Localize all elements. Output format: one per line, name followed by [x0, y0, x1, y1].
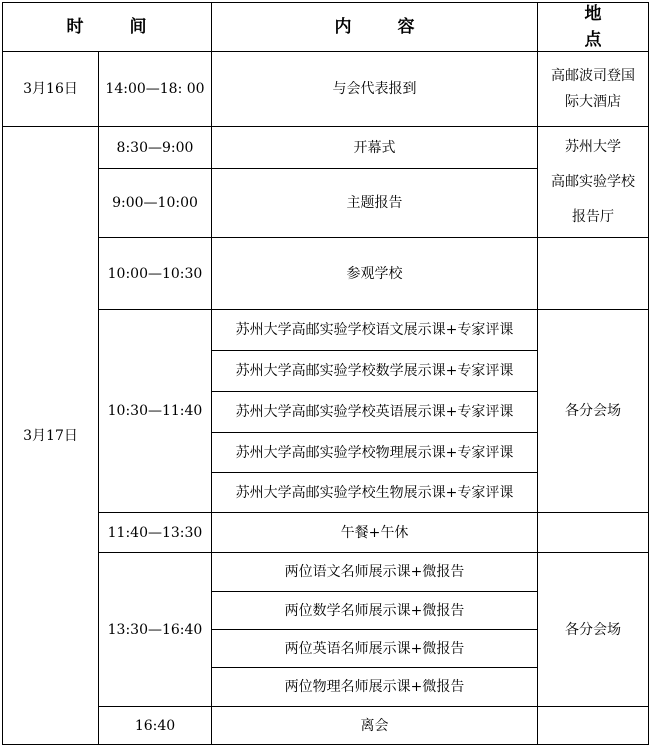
place-cell: 各分会场 — [565, 403, 621, 419]
content-cell: 与会代表报到 — [332, 81, 417, 97]
date-cell: 3月17日 — [23, 427, 78, 444]
session-item: 两位英语名师展示课+微报告 — [284, 640, 465, 657]
time-cell: 9:00—10:00 — [112, 195, 198, 211]
header-content: 内 容 — [334, 17, 435, 37]
border-bottom — [2, 744, 649, 745]
place-line: 报告厅 — [572, 208, 614, 225]
time-cell: 11:40—13:30 — [107, 524, 203, 541]
place-line: 苏州大学 — [565, 138, 621, 155]
border-right — [648, 2, 649, 745]
place-cell — [538, 52, 648, 126]
header-time: 时 间 — [66, 17, 167, 37]
time-cell: 10:30—11:40 — [107, 403, 203, 419]
content-cell: 开幕式 — [353, 139, 396, 156]
session-item: 苏州大学高邮实验学校物理展示课+专家评课 — [235, 444, 514, 461]
time-cell: 14:00—18: 00 — [105, 81, 205, 97]
date-cell: 3月16日 — [23, 81, 78, 97]
session-item: 苏州大学高邮实验学校语文展示课+专家评课 — [235, 322, 514, 338]
session-item: 两位物理名师展示课+微报告 — [284, 679, 465, 695]
session-item: 苏州大学高邮实验学校英语展示课+专家评课 — [235, 404, 514, 420]
place-line: 际大酒店 — [565, 94, 621, 110]
place-cell — [538, 127, 648, 237]
place-line: 高邮实验学校 — [551, 173, 635, 190]
content-cell: 离会 — [360, 717, 389, 734]
session-item: 两位语文名师展示课+微报告 — [284, 564, 465, 580]
session-item: 苏州大学高邮实验学校数学展示课+专家评课 — [235, 363, 514, 379]
time-cell: 13:30—16:40 — [107, 621, 203, 638]
time-cell: 8:30—9:00 — [116, 139, 194, 156]
time-cell: 16:40 — [134, 717, 176, 734]
time-cell: 10:00—10:30 — [107, 265, 203, 282]
header-place: 地 点 — [584, 4, 622, 50]
content-cell: 参观学校 — [346, 265, 403, 282]
session-item: 苏州大学高邮实验学校生物展示课+专家评课 — [235, 484, 514, 501]
content-cell: 午餐+午休 — [340, 524, 409, 541]
schedule-table — [2, 2, 649, 745]
content-cell: 主题报告 — [346, 195, 403, 211]
session-item: 两位数学名师展示课+微报告 — [284, 602, 465, 619]
place-line: 高邮波司登国 — [551, 68, 635, 84]
place-cell: 各分会场 — [565, 621, 621, 638]
